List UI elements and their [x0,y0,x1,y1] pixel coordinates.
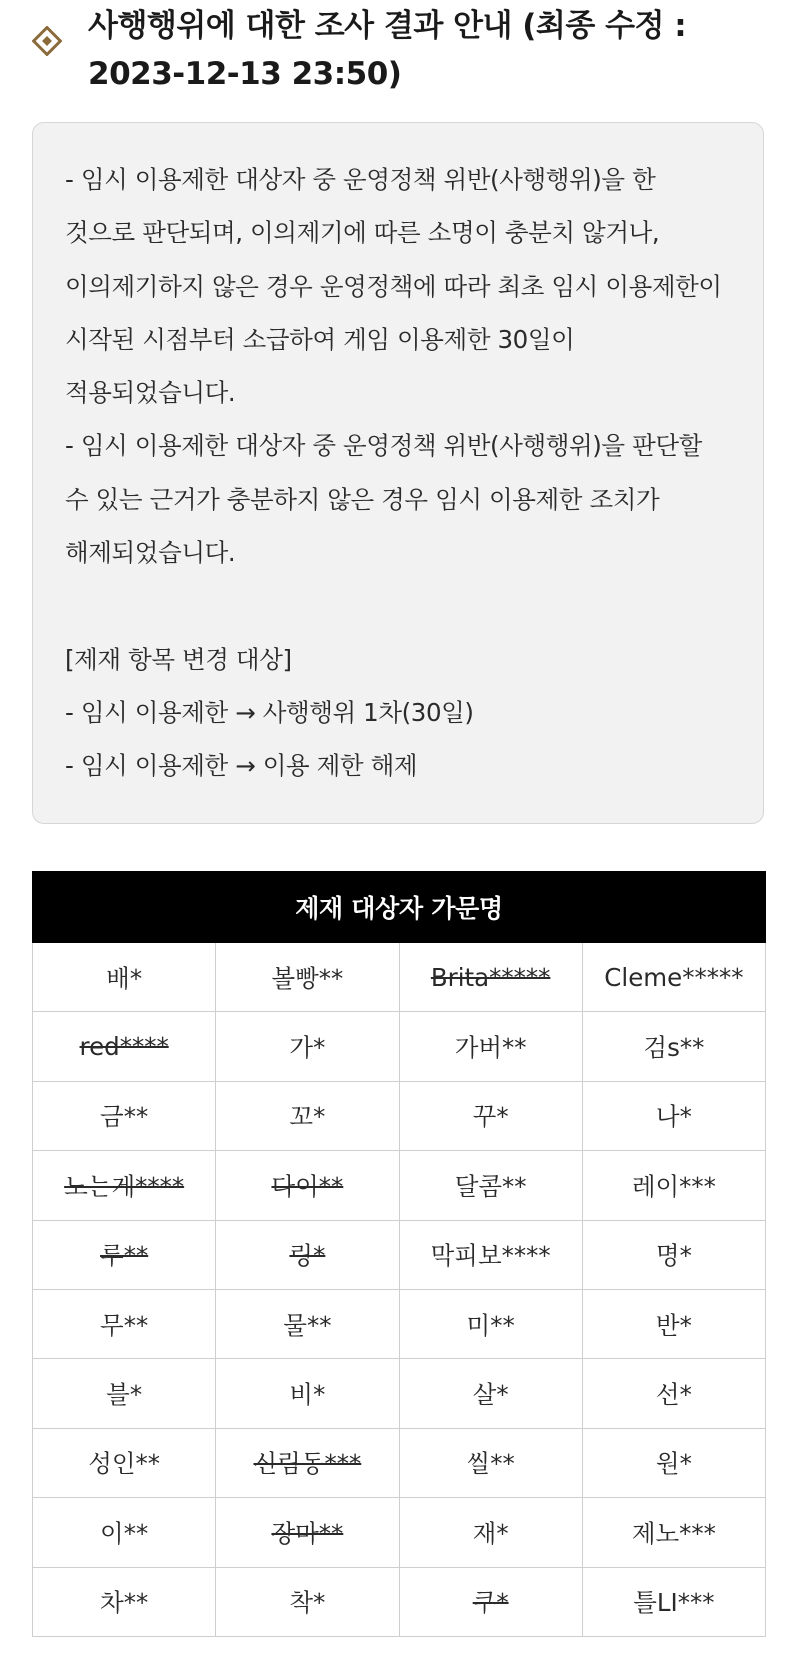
table-cell [33,943,216,1012]
table-body [33,943,766,1637]
table-row [33,1359,766,1428]
table-cell [582,1289,765,1358]
table-cell [216,943,399,1012]
table-row [33,1567,766,1636]
sanction-target-table [32,871,766,1637]
table-cell [33,1012,216,1081]
notice-line: 해제되었습니다. [65,538,236,568]
table-cell [216,1012,399,1081]
guild-name: 나* [655,1102,692,1132]
notice-line: 이의제기하지 않은 경우 운영정책에 따라 최초 임시 이용제한이 [65,271,722,301]
guild-name: 레이*** [631,1171,716,1201]
table-cell [582,1012,765,1081]
guild-name: 재* [472,1518,509,1548]
table-cell [582,1498,765,1567]
table-row [33,1289,766,1358]
table-cell [33,1151,216,1220]
table-cell [582,1220,765,1289]
page-title-line: 2023-12-13 23:50) [88,56,402,92]
notice-line [65,579,731,632]
notice-line: - 임시 이용제한 → 이용 제한 해제 [65,751,418,781]
guild-name: 막피보**** [430,1241,551,1271]
guild-name: 금** [100,1102,149,1132]
table-cell [33,1567,216,1636]
guild-name: Cleme***** [604,962,744,992]
struck-guild-name: red**** [79,1032,169,1062]
table-row [33,1428,766,1497]
table-cell [33,1289,216,1358]
table-cell [33,1428,216,1497]
table-cell [582,1428,765,1497]
guild-name: 틀LI*** [633,1588,715,1618]
guild-name: 꾸* [472,1102,509,1132]
table-cell [399,1220,582,1289]
table-cell [216,1428,399,1497]
guild-name: 꼬* [289,1102,326,1132]
struck-guild-name: 쿠* [472,1588,509,1618]
guild-name: 블* [106,1380,143,1410]
guild-name: 검s** [643,1033,705,1063]
guild-name: 물** [283,1310,332,1340]
guild-name: 착* [289,1588,326,1618]
table-cell [582,1081,765,1150]
guild-name: 가* [289,1033,326,1063]
table-cell [216,1220,399,1289]
table-header-row [33,872,766,943]
table-cell [216,1081,399,1150]
guild-name: 명* [655,1241,692,1271]
guild-name: 볼빵** [271,963,344,993]
table-cell [582,943,765,1012]
guild-name: 선* [655,1380,692,1410]
table-cell [582,1359,765,1428]
table-cell [399,1012,582,1081]
table-cell [216,1151,399,1220]
table-cell [399,1081,582,1150]
table-row [33,1151,766,1220]
guild-name: 무** [100,1310,149,1340]
diamond-bullet-icon [32,26,62,56]
guild-name: 가버** [454,1033,527,1063]
guild-name: 원* [655,1449,692,1479]
notice-line: - 임시 이용제한 대상자 중 운영정책 위반(사행행위)을 한 [65,165,656,194]
table-cell [33,1220,216,1289]
table-cell [216,1498,399,1567]
notice-line: - 임시 이용제한 대상자 중 운영정책 위반(사행행위)을 판단할 [65,431,702,461]
table-row [33,1012,766,1081]
table-row [33,1498,766,1567]
table-cell [216,1359,399,1428]
table-cell [33,1359,216,1428]
table-cell [399,1359,582,1428]
struck-guild-name: 루** [100,1241,149,1271]
table-cell [399,943,582,1012]
table-row [33,1081,766,1150]
guild-name: 제노*** [631,1518,716,1548]
notice-box [32,122,764,824]
table-cell [216,1289,399,1358]
page-title [88,2,778,98]
notice-heading [0,0,800,110]
table-cell [216,1567,399,1636]
notice-line: - 임시 이용제한 → 사행행위 1차(30일) [65,697,474,727]
guild-name: 성인** [88,1449,161,1479]
table-cell [399,1289,582,1358]
table-cell [399,1151,582,1220]
table-cell [33,1081,216,1150]
notice-line: 적용되었습니다. [65,378,236,408]
notice-line: 것으로 판단되며, 이의제기에 따른 소명이 충분치 않거나, [65,218,660,248]
notice-line: 수 있는 근거가 충분하지 않은 경우 임시 이용제한 조치가 [65,484,660,514]
guild-name: 이** [100,1518,149,1548]
struck-guild-name: 노는게**** [64,1171,185,1201]
table-cell [399,1567,582,1636]
guild-name: 살* [472,1380,509,1410]
table-header: 제재 대상자 가문명 [33,872,766,943]
struck-guild-name: Brita***** [430,962,551,992]
guild-name: 비* [289,1380,326,1410]
notice-line: 시작된 시점부터 소급하여 게임 이용제한 30일이 [65,324,575,354]
notice-line: [제재 항목 변경 대상] [65,644,292,674]
guild-name: 차** [100,1588,149,1618]
page-title-line: 사행행위에 대한 조사 결과 안내 (최종 수정 : [88,8,687,44]
table-cell [399,1428,582,1497]
table-cell [399,1498,582,1567]
table-row [33,943,766,1012]
guild-name: 배* [106,963,143,993]
table-cell [582,1567,765,1636]
struck-guild-name: 신림동*** [253,1449,362,1479]
struck-guild-name: 장마** [271,1518,344,1548]
guild-name: 씰** [466,1449,515,1479]
guild-name: 달콤** [454,1171,527,1201]
struck-guild-name: 다이** [271,1171,344,1201]
guild-name: 반* [655,1310,692,1340]
table-cell [582,1151,765,1220]
struck-guild-name: 링* [289,1241,326,1271]
guild-name: 미** [466,1310,515,1340]
table-cell [33,1498,216,1567]
table-row [33,1220,766,1289]
